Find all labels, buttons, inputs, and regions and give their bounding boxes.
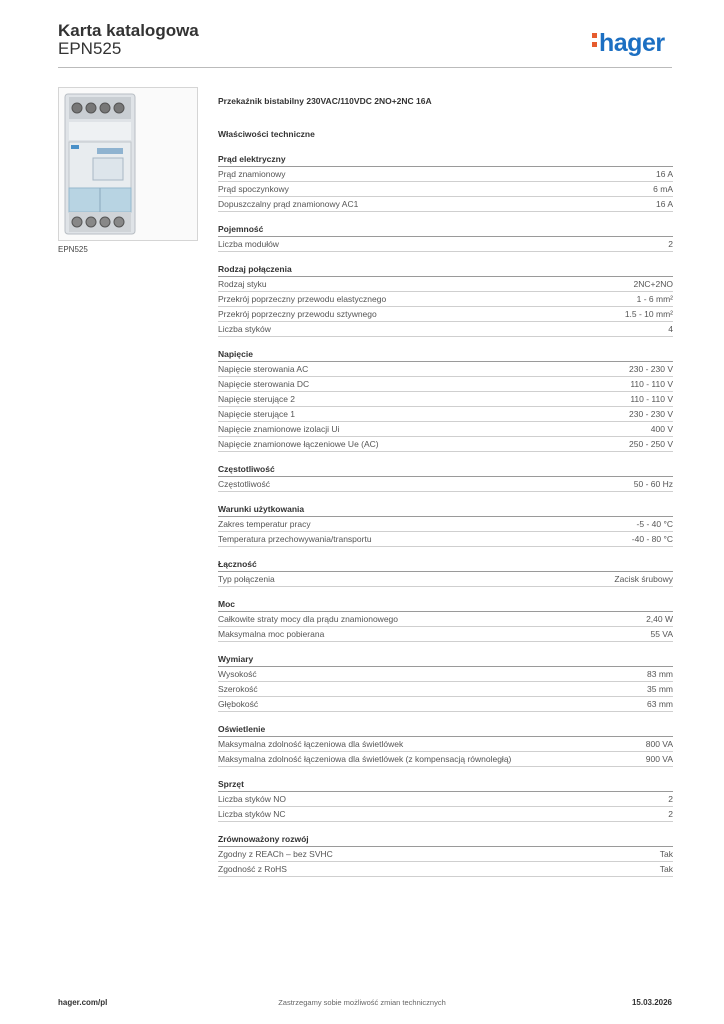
spec-value: 55 VA <box>650 629 673 639</box>
spec-value: 50 - 60 Hz <box>633 479 673 489</box>
spec-value: 110 - 110 V <box>630 394 673 404</box>
spec-row <box>218 477 673 492</box>
section-title: Zrównoważony rozwój <box>218 834 673 847</box>
section-title: Napięcie <box>218 349 673 362</box>
spec-value: 800 VA <box>645 739 673 749</box>
spec-row <box>218 437 673 452</box>
spec-row <box>218 197 673 212</box>
header-divider <box>58 67 672 68</box>
spec-value: 110 - 110 V <box>630 379 673 389</box>
spec-label: Głębokość <box>218 699 259 709</box>
spec-label: Zakres temperatur pracy <box>218 519 311 529</box>
spec-row <box>218 292 673 307</box>
spec-label: Napięcie sterowania AC <box>218 364 309 374</box>
relay-device-icon <box>59 88 197 240</box>
logo-dots-icon <box>592 29 597 47</box>
spec-label: Liczba styków NC <box>218 809 286 819</box>
spec-label: Całkowite straty mocy dla prądu znamionowego <box>218 614 399 624</box>
spec-value: 4 <box>668 324 673 334</box>
spec-section <box>218 504 673 547</box>
spec-label: Maksymalna zdolność łączeniowa dla świetlówek <box>218 739 404 749</box>
spec-section <box>218 599 673 642</box>
spec-section <box>218 654 673 712</box>
spec-row <box>218 752 673 767</box>
spec-value: 6 mA <box>653 184 673 194</box>
spec-row <box>218 362 673 377</box>
spec-label: Przekrój poprzeczny przewodu sztywnego <box>218 309 377 319</box>
product-code: EPN525 <box>58 39 122 58</box>
spec-row <box>218 572 673 587</box>
section-title: Częstotliwość <box>218 464 673 477</box>
spec-row <box>218 847 673 862</box>
spec-row <box>218 612 673 627</box>
spec-row <box>218 682 673 697</box>
spec-section <box>218 779 673 822</box>
section-title: Warunki użytkowania <box>218 504 673 517</box>
spec-label: Wysokość <box>218 669 257 679</box>
spec-row <box>218 532 673 547</box>
spec-row <box>218 862 673 877</box>
spec-value: Zacisk śrubowy <box>614 574 673 584</box>
spec-section <box>218 724 673 767</box>
section-title: Prąd elektryczny <box>218 154 673 167</box>
spec-value: 83 mm <box>647 669 673 679</box>
spec-row <box>218 377 673 392</box>
spec-row <box>218 807 673 822</box>
spec-label: Rodzaj styku <box>218 279 267 289</box>
spec-label: Napięcie znamionowe łączeniowe Ue (AC) <box>218 439 379 449</box>
spec-value: 400 V <box>650 424 673 434</box>
footer-disclaimer: Zastrzegamy sobie możliwość zmian technicznych <box>278 998 446 1007</box>
spec-label: Liczba styków NO <box>218 794 287 804</box>
spec-label: Szerokość <box>218 684 258 694</box>
spec-label: Maksymalna moc pobierana <box>218 629 325 639</box>
spec-section <box>218 264 673 337</box>
spec-row <box>218 667 673 682</box>
spec-row <box>218 392 673 407</box>
spec-value: -5 - 40 °C <box>636 519 673 529</box>
spec-row <box>218 517 673 532</box>
spec-value: 35 mm <box>647 684 673 694</box>
footer-website: hager.com/pl <box>58 998 108 1007</box>
spec-value: -40 - 80 °C <box>631 534 673 544</box>
spec-row <box>218 167 673 182</box>
spec-label: Zgodny z REACh – bez SVHC <box>218 849 333 859</box>
footer-date: 15.03.2026 <box>631 998 672 1007</box>
spec-label: Napięcie sterowania DC <box>218 379 310 389</box>
spec-row <box>218 182 673 197</box>
section-title: Rodzaj połączenia <box>218 264 673 277</box>
spec-value: Tak <box>659 849 673 859</box>
spec-label: Częstotliwość <box>218 479 270 489</box>
spec-row <box>218 237 673 252</box>
spec-section <box>218 154 673 212</box>
spec-value: 2,40 W <box>646 614 673 624</box>
spec-value: 2 <box>668 809 673 819</box>
spec-row <box>218 407 673 422</box>
page-title: Karta katalogowa <box>58 21 199 40</box>
spec-section <box>218 559 673 587</box>
spec-row <box>218 792 673 807</box>
section-title: Moc <box>218 599 673 612</box>
image-caption: EPN525 <box>58 245 88 254</box>
spec-section <box>218 224 673 252</box>
spec-value: 2NC+2NO <box>633 279 673 289</box>
section-title: Łączność <box>218 559 673 572</box>
spec-label: Temperatura przechowywania/transportu <box>218 534 372 544</box>
spec-row <box>218 737 673 752</box>
spec-row <box>218 322 673 337</box>
spec-label: Typ połączenia <box>218 574 275 584</box>
spec-value: 16 A <box>655 199 673 209</box>
section-title: Oświetlenie <box>218 724 673 737</box>
spec-sheet <box>218 96 673 877</box>
spec-label: Napięcie sterujące 1 <box>218 409 296 419</box>
spec-label: Napięcie sterujące 2 <box>218 394 296 404</box>
spec-row <box>218 627 673 642</box>
spec-value: 63 mm <box>647 699 673 709</box>
spec-value: 2 <box>668 794 673 804</box>
spec-row <box>218 697 673 712</box>
section-title: Pojemność <box>218 224 673 237</box>
spec-value: 230 - 230 V <box>629 409 673 419</box>
spec-value: 1 - 6 mm² <box>636 294 673 304</box>
spec-value: 1.5 - 10 mm² <box>624 309 673 319</box>
section-title: Sprzęt <box>218 779 673 792</box>
product-image <box>58 87 198 241</box>
tech-heading: Właściwości techniczne <box>218 129 315 139</box>
spec-label: Liczba modułów <box>218 239 279 249</box>
spec-label: Dopuszczalny prąd znamionowy AC1 <box>218 199 359 209</box>
logo-text: hager <box>599 29 665 57</box>
spec-section <box>218 834 673 877</box>
spec-value: 250 - 250 V <box>629 439 673 449</box>
spec-value: Tak <box>659 864 673 874</box>
section-title: Wymiary <box>218 654 673 667</box>
spec-label: Prąd znamionowy <box>218 169 286 179</box>
spec-label: Napięcie znamionowe izolacji Ui <box>218 424 340 434</box>
hager-logo <box>592 29 665 58</box>
spec-sections <box>218 154 673 877</box>
spec-value: 2 <box>668 239 673 249</box>
spec-value: 230 - 230 V <box>629 364 673 374</box>
spec-section <box>218 349 673 452</box>
spec-label: Przekrój poprzeczny przewodu elastycznego <box>218 294 387 304</box>
spec-label: Prąd spoczynkowy <box>218 184 289 194</box>
spec-value: 900 VA <box>645 754 673 764</box>
spec-row <box>218 277 673 292</box>
spec-row <box>218 307 673 322</box>
spec-section <box>218 464 673 492</box>
spec-value: 16 A <box>655 169 673 179</box>
spec-label: Maksymalna zdolność łączeniowa dla świetlówek (z kompensacją równoległą) <box>218 754 512 764</box>
spec-label: Zgodność z RoHS <box>218 864 287 874</box>
spec-row <box>218 422 673 437</box>
spec-label: Liczba styków <box>218 324 271 334</box>
product-name: Przekaźnik bistabilny 230VAC/110VDC 2NO+2NC 16A <box>218 96 432 106</box>
